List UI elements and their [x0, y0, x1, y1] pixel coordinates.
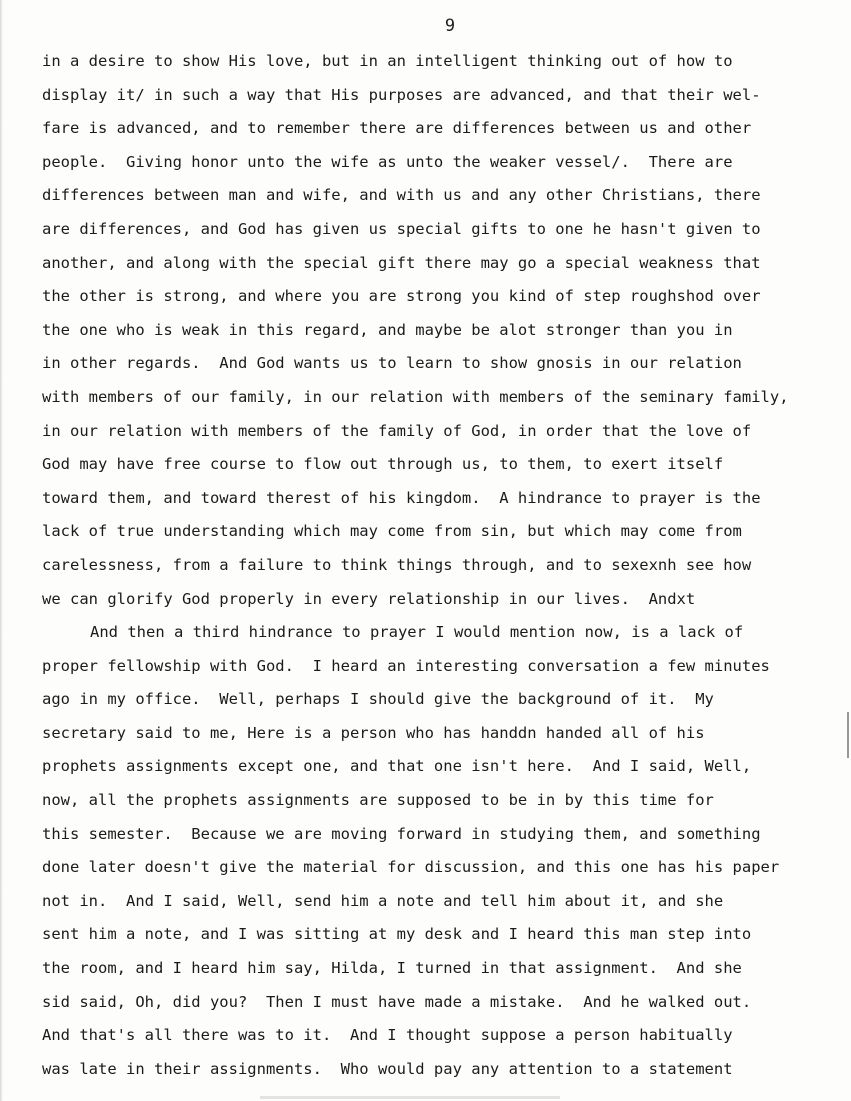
typed-body-text [42, 45, 842, 1086]
text-line: sid said, Oh, did you? Then I must have made a mistake. And he walked out. [42, 992, 752, 1011]
paragraph-start-line: And then a third hindrance to prayer I would mention now, is a lack of [90, 623, 744, 642]
text-line: this semester. Because we are moving forward in studying them, and something [42, 824, 761, 843]
text-line: prophets assignments except one, and that one isn't here. And I said, Well, [42, 757, 752, 776]
text-line: And that's all there was to it. And I thought suppose a person habitually [42, 1026, 733, 1045]
text-line: the other is strong, and where you are strong you kind of step roughshod over [42, 287, 761, 306]
text-line: lack of true understanding which may come from sin, but which may come from [42, 522, 742, 541]
text-line: was late in their assignments. Who would pay any attention to a statement [42, 1059, 733, 1078]
text-line: done later doesn't give the material for discussion, and this one has his paper [42, 858, 780, 877]
text-line: with members of our family, in our relation with members of the seminary family, [42, 387, 789, 406]
text-line: differences between man and wife, and with us and any other Christians, there [42, 186, 761, 205]
text-line: God may have free course to flow out through us, to them, to exert itself [42, 455, 724, 474]
text-line: the one who is weak in this regard, and maybe be alot stronger than you in [42, 320, 733, 339]
scan-edge-shadow [0, 0, 3, 1101]
text-line: in other regards. And God wants us to learn to show gnosis in our relation [42, 354, 742, 373]
text-line: secretary said to me, Here is a person who has handdn handed all of his [42, 723, 705, 742]
text-line: people. Giving honor unto the wife as unto the weaker vessel/. There are [42, 152, 733, 171]
text-line: in a desire to show His love, but in an intelligent thinking out of how to [42, 52, 733, 70]
text-line: the room, and I heard him say, Hilda, I turned in that assignment. And she [42, 959, 742, 978]
margin-mark [847, 712, 849, 758]
text-line: ago in my office. Well, perhaps I should give the background of it. My [42, 690, 714, 709]
text-line: now, all the prophets assignments are supposed to be in by this time for [42, 791, 714, 810]
text-line: carelessness, from a failure to think things through, and to sexexnh see how [42, 555, 752, 574]
scan-smudge [260, 1096, 560, 1099]
page-number: 9 [444, 16, 456, 36]
text-line: in our relation with members of the family of God, in order that the love of [42, 421, 752, 440]
text-line: proper fellowship with God. I heard an interesting conversation a few minutes [42, 656, 770, 675]
text-line: sent him a note, and I was sitting at my desk and I heard this man step into [42, 925, 752, 944]
text-line: toward them, and toward therest of his kingdom. A hindrance to prayer is the [42, 488, 761, 507]
text-line: we can glorify God properly in every relationship in our lives. Andxt [42, 589, 696, 608]
text-line: not in. And I said, Well, send him a note and tell him about it, and she [42, 891, 724, 910]
text-line: fare is advanced, and to remember there are differences between us and other [42, 119, 752, 138]
text-line: display it/ in such a way that His purposes are advanced, and that their wel- [42, 85, 761, 104]
text-line: another, and along with the special gift there may go a special weakness that [42, 253, 761, 272]
text-line: are differences, and God has given us special gifts to one he hasn't given to [42, 219, 761, 238]
